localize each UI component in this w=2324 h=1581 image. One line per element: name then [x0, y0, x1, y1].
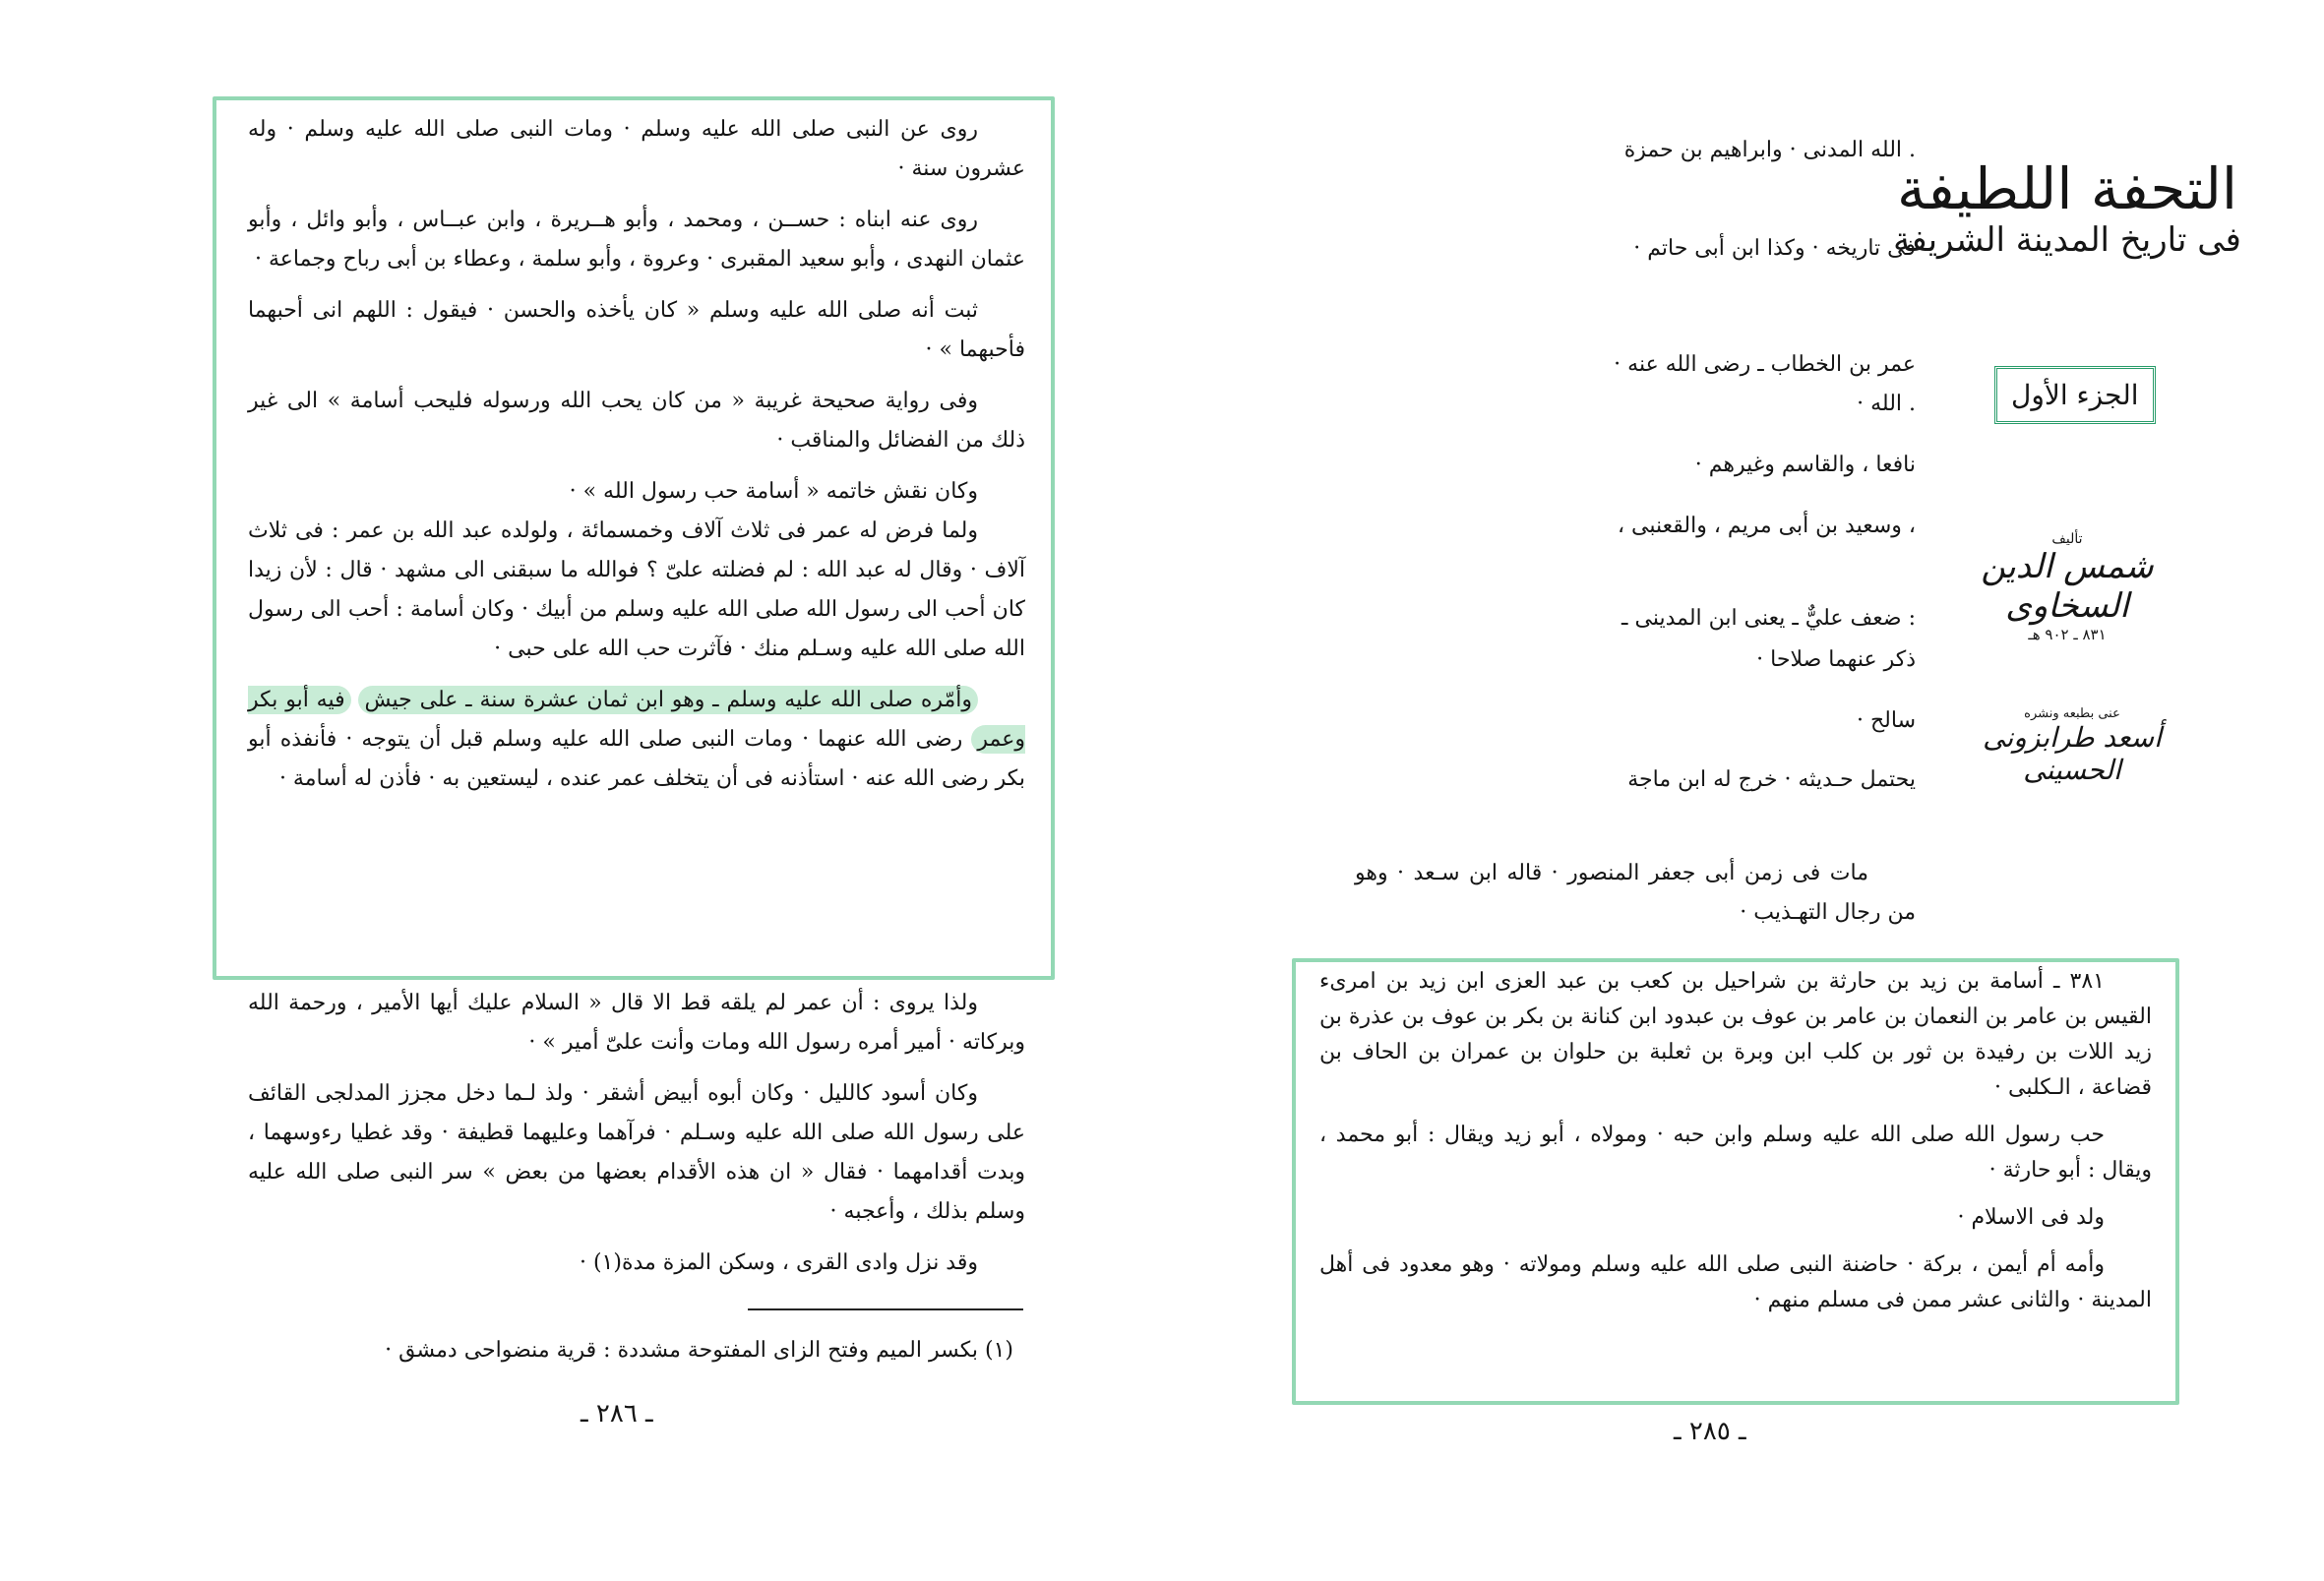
- book-title: [1890, 157, 2244, 260]
- footnote: (١) بكسر الميم وفتح الزاى المفتوحة مشددة : قرية منضواحى دمشق ·: [385, 1338, 1013, 1363]
- paragraph: روى عن النبى صلى الله عليه وسلم · ومات النبى صلى الله عليه وسلم · وله عشرون سنة ·: [248, 117, 1025, 181]
- page-number-286: ـ ٢٨٦ ـ: [581, 1399, 653, 1429]
- publisher-label: عنى بطبعه ونشره: [2024, 706, 2120, 721]
- text-line: : ضعف عليٌّ ـ يعنى ابن المدينى ـ: [1621, 606, 1916, 631]
- paragraph: وكان نقش خاتمه « أسامة حب رسول الله » ·: [569, 479, 978, 504]
- author-block: [1979, 531, 2156, 643]
- paragraph: وكان أسود كالليل · وكان أبوه أبيض أشقر · ولذ لـما دخل مجزز المدلجى القائف على رسول الله صلى الله عليه وسـلم · فرآهما وعليهما قطيفة · وقد غطيا رءوسهما ، وبدت أقدامهما · فقال « ان هذه الأقدام بعضها من بعض » سر النبى صلى الله عليه وسلم بذلك ، وأعجبه ·: [248, 1081, 1025, 1224]
- paragraph: وفى رواية صحيحة غريبة « من كان يحب الله ورسوله فليحب أسامة » الى غير ذلك من الفضائل والمناقب ·: [248, 389, 1025, 453]
- body-text-left: [248, 984, 1025, 1283]
- author-years: ٨٣١ ـ ٩٠٢ هـ: [2028, 626, 2107, 643]
- paragraph: حب رسول الله صلى الله عليه وسلم وابن حبه · ومولاه ، أبو زيد ويقال : أبو محمد ، ويقال : أبو حارثة ·: [1319, 1123, 2152, 1183]
- text-highlight-2: فيه أبو بكر وعمر: [248, 688, 1025, 752]
- part-label-box: الجزء الأول: [1994, 366, 2156, 424]
- title-line-2: فى تاريخ المدينة الشريفة: [1893, 220, 2241, 260]
- text-line: نافعا ، والقاسم وغيرهم ·: [1694, 453, 1916, 477]
- paragraph: روى عنه ابناه : حســن ، ومحمد ، وأبو هــريرة ، وابن عبــاس ، وأبو وائل ، وأبو عثمان النهدى ، وأبو سعيد المقبرى · وعروة ، وأبو سلمة ، وعطاء بن أبى رباح وجماعة ·: [248, 208, 1025, 272]
- text-line: عمر بن الخطاب ـ رضى الله عنه ·: [1614, 352, 1916, 377]
- paragraph: ولما فرض له عمر فى ثلاث آلاف وخمسمائة ، ولولده عبد الله بن عمر : فى ثلاث آلاف · وقال له عبد الله : لم فضلته علىّ ؟ فوالله ما سبقنى الى مشهد · قال : لأن زيدا كان أحب الى رسول الله صلى الله عليه وسلم من أبيك · وكان أسامة : أحب الى رسول الله صلى الله عليه وسـلم منك · فآثرت حب الله على حبى ·: [248, 518, 1025, 661]
- paragraph: مات فى زمن أبى جعفر المنصور · قاله ابن سـعد · وهو من رجال التهـذيب ·: [1355, 861, 1916, 925]
- text-line: سالح ·: [1856, 708, 1916, 733]
- text-line: ، وسعيد بن أبى مريم ، والقعنبى ،: [1617, 514, 1916, 538]
- publisher-name: أسعد طرابزونى الحسينى: [1983, 721, 2162, 786]
- paragraph-continuation: رضى الله عنهما · ومات النبى صلى الله عليه وسلم قبل أن يتوجه · فأنفذه أبو بكر رضى الله عنه · استأذنه فى أن يتخلف عمر عنده ، ليستعين به · فأذن له أسامة ·: [248, 727, 1025, 791]
- text-line: . الله المدنى · وابراهيم بن حمزة: [1623, 138, 1916, 162]
- paragraph: ثبت أنه صلى الله عليه وسلم « كان يأخذه والحسن · فيقول : اللهم انى أحبهما فأحبهما » ·: [248, 298, 1025, 362]
- paragraph-before-entry: [1355, 854, 1916, 933]
- partial-lines-column: [1339, 138, 1916, 826]
- paragraph: ولد فى الاسلام ·: [1957, 1205, 2105, 1230]
- text-line: فى تاريخه · وكذا ابن أبى حاتم ·: [1633, 236, 1916, 261]
- framed-text-left: [248, 110, 1025, 799]
- author-label: تأليف: [2051, 531, 2083, 547]
- entry-381: [1319, 964, 2152, 1318]
- text-highlight-1: وأمّره صلى الله عليه وسلم ـ وهو ابن ثمان عشرة سنة ـ على جيش: [358, 686, 978, 714]
- page-number-285: ـ ٢٨٥ ـ: [1674, 1417, 1746, 1446]
- footnote-divider: [748, 1308, 1023, 1310]
- paragraph: وقد نزل وادى القرى ، وسكن المزة مدة(١) ·: [579, 1250, 978, 1275]
- page-285: [1162, 0, 2324, 1581]
- highlighted-paragraph: [248, 681, 1025, 799]
- paragraph: ولذا يروى : أن عمر لم يلقه قط الا قال « السلام عليك أيها الأمير ، ورحمة الله وبركاته · أمير أمره رسول الله ومات وأنت علىّ أمير » ·: [248, 991, 1025, 1055]
- text-line: . الله ·: [1857, 392, 1916, 416]
- entry-heading-paragraph: ٣٨١ ـ أسامة بن زيد بن حارثة بن شراحيل بن كعب بن عبد العزى ابن زيد بن امرىء القيس بن عامر بن النعمان بن عامر بن عوف بن عبدود ابن كنانة بن بكر بن عوف بن عذرة بن زيد اللات بن رفيدة بن ثور بن كلب ابن وبرة بن ثعلبة بن حلوان بن عمران بن الحاف بن قضاعة ، الـكلبى ·: [1319, 969, 2152, 1100]
- paragraph: وأمه أم أيمن ، بركة · حاضنة النبى صلى الله عليه وسلم ومولاته · وهو معدود فى أهل المدينة · والثانى عشر ممن فى مسلم منهم ·: [1319, 1252, 2152, 1312]
- text-line: ذكر عنهما صلاحا ·: [1756, 647, 1916, 672]
- title-line-1: التحفة اللطيفة: [1896, 155, 2238, 222]
- author-name: شمس الدين السخاوى: [1981, 547, 2154, 626]
- text-line: يحتمل حـديثه · خرج له ابن ماجة: [1627, 767, 1916, 792]
- publisher-block: [1974, 706, 2171, 786]
